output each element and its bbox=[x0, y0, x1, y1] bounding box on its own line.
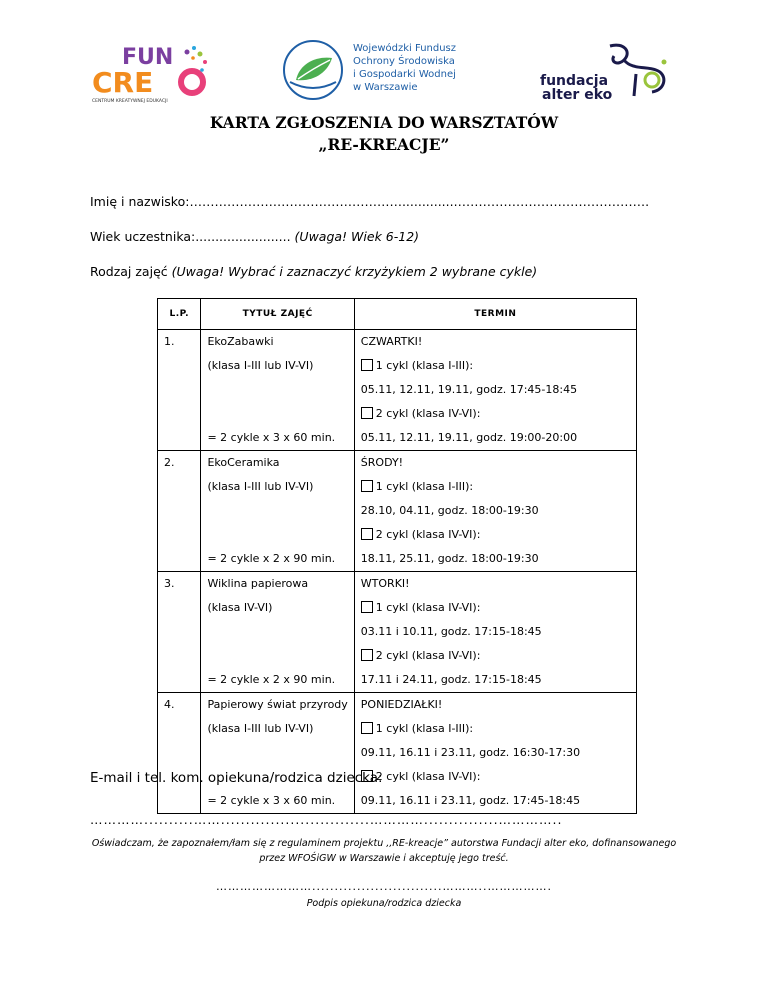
title-cell bbox=[201, 644, 354, 668]
term-cell[interactable] bbox=[354, 354, 636, 378]
form-title bbox=[0, 112, 768, 156]
activity-type-label bbox=[90, 264, 537, 279]
term-cell[interactable] bbox=[354, 523, 636, 547]
title-cell bbox=[201, 378, 354, 402]
term-cell bbox=[354, 426, 636, 451]
contact-field[interactable]: …………..........……..............................…………...............………….. bbox=[90, 812, 563, 827]
lp-cell bbox=[158, 741, 201, 765]
svg-text:FUN: FUN bbox=[122, 45, 174, 70]
title-cell bbox=[201, 668, 354, 693]
term-cell bbox=[354, 668, 636, 693]
term-cell[interactable] bbox=[354, 475, 636, 499]
title-cell bbox=[201, 451, 354, 476]
header-title: TYTUŁ ZAJĘĆ bbox=[201, 299, 354, 330]
day-text: CZWARTKI! bbox=[360, 335, 423, 348]
dates2-text: 09.11, 16.11 i 23.11, godz. 17:45-18:45 bbox=[360, 794, 581, 807]
dates1-text: 28.10, 04.11, godz. 18:00-19:30 bbox=[360, 504, 539, 517]
table-row bbox=[158, 668, 637, 693]
checkbox[interactable] bbox=[361, 601, 373, 613]
lp-cell bbox=[158, 693, 201, 718]
term-cell[interactable] bbox=[354, 717, 636, 741]
cycle1-text: 1 cykl (klasa IV-VI): bbox=[375, 601, 481, 614]
workshop-table bbox=[157, 298, 637, 814]
lp-cell bbox=[158, 475, 201, 499]
title-cell bbox=[201, 330, 354, 355]
title-cell bbox=[201, 523, 354, 547]
title-cell bbox=[201, 475, 354, 499]
term-cell bbox=[354, 499, 636, 523]
term-cell bbox=[354, 620, 636, 644]
day-text: ŚRODY! bbox=[360, 456, 404, 469]
lp-cell bbox=[158, 523, 201, 547]
alter-eko-name: fundacja alter eko bbox=[540, 73, 613, 103]
lp-cell bbox=[158, 644, 201, 668]
lp-text: 2. bbox=[164, 456, 175, 469]
table-row bbox=[158, 451, 637, 476]
table-header-row bbox=[158, 299, 637, 330]
table-row bbox=[158, 620, 637, 644]
term-cell[interactable] bbox=[354, 596, 636, 620]
dates1-text: 09.11, 16.11 i 23.11, godz. 16:30-17:30 bbox=[360, 746, 581, 759]
table-row bbox=[158, 596, 637, 620]
checkbox[interactable] bbox=[361, 359, 373, 371]
dates1-text: 05.11, 12.11, 19.11, godz. 17:45-18:45 bbox=[360, 383, 578, 396]
duration-text: = 2 cykle x 2 x 90 min. bbox=[207, 552, 336, 565]
term-cell bbox=[354, 451, 636, 476]
lp-cell bbox=[158, 789, 201, 814]
title-cell bbox=[201, 693, 354, 718]
declaration bbox=[40, 836, 728, 866]
table-row bbox=[158, 693, 637, 718]
table-row bbox=[158, 330, 637, 355]
age-field[interactable] bbox=[90, 229, 419, 244]
age-note: (Uwaga! Wiek 6-12) bbox=[290, 229, 420, 244]
term-cell[interactable] bbox=[354, 644, 636, 668]
checkbox[interactable] bbox=[361, 407, 373, 419]
duration-text: = 2 cykle x 2 x 90 min. bbox=[207, 673, 336, 686]
title-cell bbox=[201, 741, 354, 765]
form-title-line2: „RE-KREACJE” bbox=[318, 135, 450, 154]
title-text: Papierowy świat przyrody bbox=[207, 698, 348, 711]
lp-cell bbox=[158, 451, 201, 476]
checkbox[interactable] bbox=[361, 722, 373, 734]
table-row bbox=[158, 475, 637, 499]
term-cell bbox=[354, 378, 636, 402]
title-cell bbox=[201, 426, 354, 451]
classes-text: (klasa I-III lub IV-VI) bbox=[207, 480, 314, 493]
wfos-name: Wojewódzki Fundusz Ochrony Środowiska i Gospodarki Wodnej w Warszawie bbox=[353, 43, 457, 93]
dates1-text: 03.11 i 10.11, godz. 17:15-18:45 bbox=[360, 625, 542, 638]
term-cell bbox=[354, 693, 636, 718]
wfos-logo bbox=[278, 38, 478, 102]
cycle2-text: 2 cykl (klasa IV-VI): bbox=[375, 528, 481, 541]
classes-text: (klasa I-III lub IV-VI) bbox=[207, 722, 314, 735]
name-label: Imię i nazwisko:……………………………………………..............………………………………………. bbox=[90, 194, 650, 209]
classes-text: (klasa I-III lub IV-VI) bbox=[207, 359, 314, 372]
table-row bbox=[158, 426, 637, 451]
cycle2-text: 2 cykl (klasa IV-VI): bbox=[375, 770, 481, 783]
lp-cell bbox=[158, 596, 201, 620]
lp-cell bbox=[158, 572, 201, 597]
dates2-text: 18.11, 25.11, godz. 18:00-19:30 bbox=[360, 552, 539, 565]
funcreo-subtitle: CENTRUM KREATYWNEJ EDUKACJI bbox=[92, 99, 168, 104]
term-cell[interactable] bbox=[354, 402, 636, 426]
lp-cell bbox=[158, 354, 201, 378]
day-text: WTORKI! bbox=[360, 577, 410, 590]
cycle2-text: 2 cykl (klasa IV-VI): bbox=[375, 407, 481, 420]
title-cell bbox=[201, 354, 354, 378]
table-row bbox=[158, 789, 637, 814]
title-text: EkoZabawki bbox=[207, 335, 274, 348]
title-cell bbox=[201, 596, 354, 620]
wfos-emblem-icon bbox=[278, 38, 348, 102]
title-cell bbox=[201, 620, 354, 644]
table-row bbox=[158, 572, 637, 597]
contact-label: E-mail i tel. kom. opiekuna/rodzica dziecka: bbox=[90, 770, 383, 786]
lp-cell bbox=[158, 378, 201, 402]
lp-cell bbox=[158, 402, 201, 426]
dates2-text: 17.11 i 24.11, godz. 17:15-18:45 bbox=[360, 673, 542, 686]
title-text: Wiklina papierowa bbox=[207, 577, 309, 590]
term-cell[interactable] bbox=[354, 765, 636, 789]
declaration-line2: przez WFOŚiGW w Warszawie i akceptuję jego treść. bbox=[259, 853, 509, 864]
title-cell bbox=[201, 402, 354, 426]
lp-cell bbox=[158, 330, 201, 355]
dates2-text: 05.11, 12.11, 19.11, godz. 19:00-20:00 bbox=[360, 431, 578, 444]
table-row bbox=[158, 523, 637, 547]
svg-text:CRE: CRE bbox=[92, 66, 154, 99]
table-row bbox=[158, 378, 637, 402]
signature-label: Podpis opiekuna/rodzica dziecka bbox=[306, 898, 462, 909]
title-cell bbox=[201, 499, 354, 523]
table-row bbox=[158, 402, 637, 426]
name-field[interactable] bbox=[90, 194, 649, 209]
age-label: Wiek uczestnika:........................ bbox=[90, 229, 291, 244]
table-row bbox=[158, 499, 637, 523]
term-cell bbox=[354, 789, 636, 814]
cycle2-text: 2 cykl (klasa IV-VI): bbox=[375, 649, 481, 662]
term-cell bbox=[354, 547, 636, 572]
cycle1-text: 1 cykl (klasa I-III): bbox=[375, 722, 474, 735]
classes-text: (klasa IV-VI) bbox=[207, 601, 273, 614]
table-row bbox=[158, 547, 637, 572]
title-cell bbox=[201, 717, 354, 741]
lp-cell bbox=[158, 499, 201, 523]
lp-cell bbox=[158, 620, 201, 644]
logo-bar bbox=[0, 38, 768, 108]
title-cell bbox=[201, 789, 354, 814]
title-cell bbox=[201, 572, 354, 597]
lp-text: 4. bbox=[164, 698, 175, 711]
lp-cell bbox=[158, 547, 201, 572]
alter-eko-logo bbox=[540, 40, 680, 106]
title-cell bbox=[201, 547, 354, 572]
checkbox[interactable] bbox=[361, 649, 373, 661]
lp-cell bbox=[158, 717, 201, 741]
lp-text: 1. bbox=[164, 335, 175, 348]
funcreo-logo bbox=[90, 42, 220, 104]
checkbox[interactable] bbox=[361, 480, 373, 492]
lp-cell bbox=[158, 668, 201, 693]
day-text: PONIEDZIAŁKI! bbox=[360, 698, 443, 711]
checkbox[interactable] bbox=[361, 528, 373, 540]
declaration-line1: Oświadczam, że zapoznałem/łam się z regulaminem projektu ,,RE-kreacje” autorstwa Fundacji alter eko, dofinansowanego bbox=[91, 838, 677, 849]
duration-text: = 2 cykle x 3 x 60 min. bbox=[207, 794, 336, 807]
cycle1-text: 1 cykl (klasa I-III): bbox=[375, 359, 474, 372]
header-term: TERMIN bbox=[354, 299, 636, 330]
table-row bbox=[158, 717, 637, 741]
cycle1-text: 1 cykl (klasa I-III): bbox=[375, 480, 474, 493]
lp-text: 3. bbox=[164, 577, 175, 590]
term-cell bbox=[354, 741, 636, 765]
table-row bbox=[158, 741, 637, 765]
table-row bbox=[158, 354, 637, 378]
lp-cell bbox=[158, 426, 201, 451]
duration-text: = 2 cykle x 3 x 60 min. bbox=[207, 431, 336, 444]
table-row bbox=[158, 644, 637, 668]
title-text: EkoCeramika bbox=[207, 456, 280, 469]
header-lp: L.P. bbox=[158, 299, 201, 330]
term-cell bbox=[354, 572, 636, 597]
type-note: (Uwaga! Wybrać i zaznaczyć krzyżykiem 2 wybrane cykle) bbox=[171, 264, 538, 279]
signature-field[interactable]: …………………….............................………..……………. bbox=[216, 880, 552, 893]
form-title-line1: KARTA ZGŁOSZENIA DO WARSZTATÓW bbox=[209, 113, 559, 132]
term-cell bbox=[354, 330, 636, 355]
type-label: Rodzaj zajęć bbox=[90, 264, 172, 279]
